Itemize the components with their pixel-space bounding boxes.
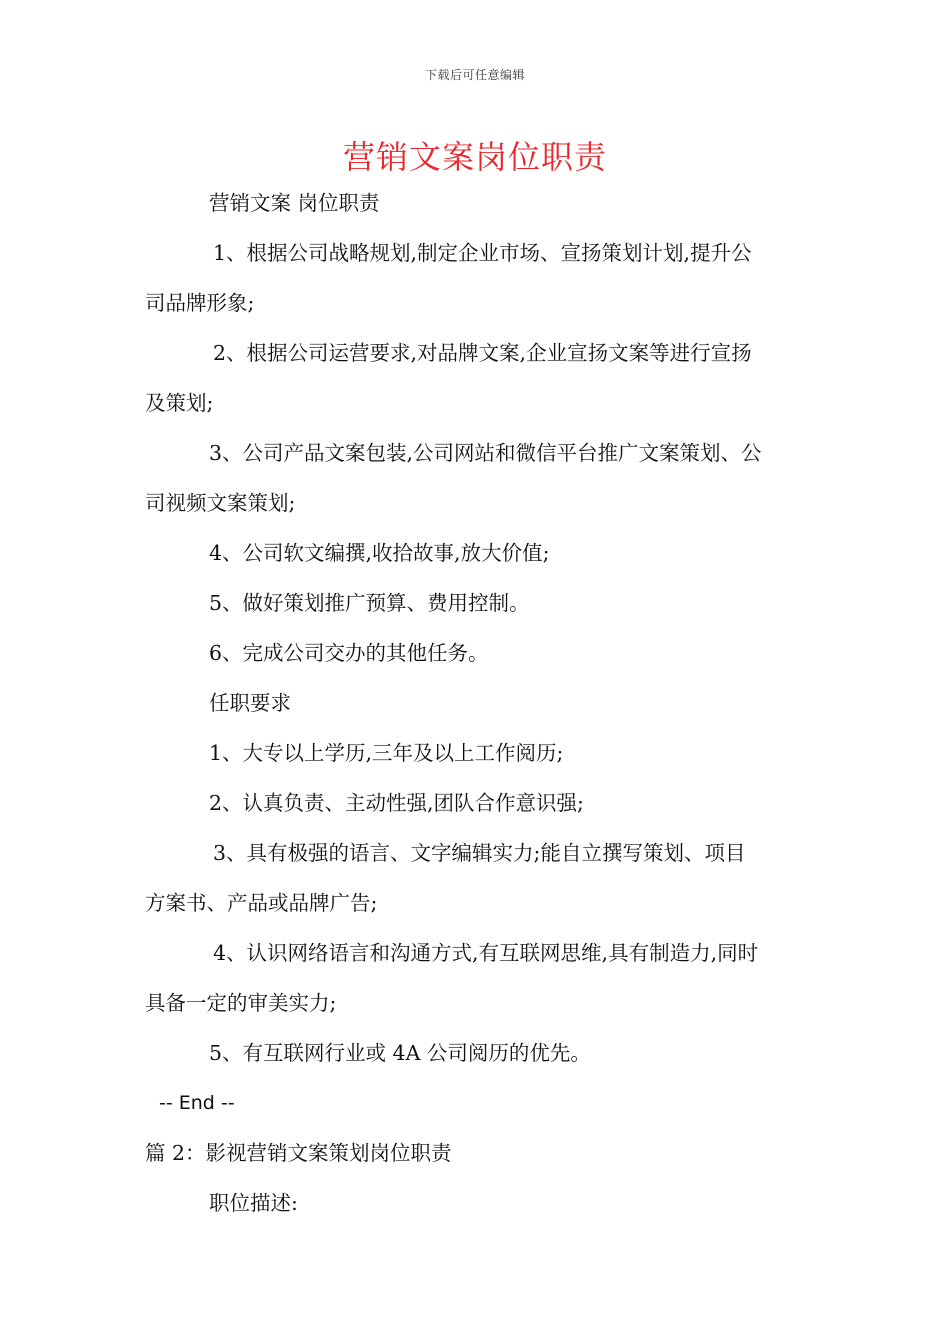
section-heading-duties: 营销文案 岗位职责: [209, 191, 380, 215]
requirement-item-4-line-1: 4、认识网络语言和沟通方式,有互联网思维,具有制造力,同时: [213, 941, 759, 965]
section-title-part-2: 篇 2：影视营销文案策划岗位职责: [145, 1141, 452, 1165]
duty-item-6: 6、完成公司交办的其他任务。: [209, 641, 489, 665]
requirement-item-5: 5、有互联网行业或 4A 公司阅历的优先。: [209, 1041, 591, 1065]
end-marker: -- End --: [159, 1092, 235, 1114]
duty-item-3-line-1: 3、公司产品文案包装,公司网站和微信平台推广文案策划、公: [209, 441, 762, 465]
duty-item-2-line-2: 及策划;: [145, 391, 214, 415]
duty-item-3-line-2: 司视频文案策划;: [145, 491, 296, 515]
duty-item-2-line-1: 2、根据公司运营要求,对品牌文案,企业宣扬文案等进行宣扬: [213, 341, 752, 365]
document-title: 营销文案岗位职责: [342, 138, 607, 176]
requirement-item-4-line-2: 具备一定的审美实力;: [145, 991, 337, 1015]
requirement-item-2: 2、认真负责、主动性强,团队合作意识强;: [209, 791, 584, 815]
header-note: 下载后可任意编辑: [424, 68, 525, 82]
duty-item-4: 4、公司软文编撰,收拾故事,放大价值;: [209, 541, 550, 565]
requirement-item-3-line-2: 方案书、产品或品牌广告;: [145, 891, 378, 915]
duty-item-1-line-2: 司品牌形象;: [145, 291, 255, 315]
section-heading-requirements: 任职要求: [209, 691, 291, 715]
document-body: [145, 178, 810, 1228]
requirement-item-3-line-1: 3、具有极强的语言、文字编辑实力;能自立撰写策划、项目: [213, 841, 746, 865]
duty-item-1-line-1: 1、根据公司战略规划,制定企业市场、宣扬策划计划,提升公: [213, 241, 752, 265]
section-heading-job-description: 职位描述:: [209, 1191, 298, 1215]
requirement-item-1: 1、大专以上学历,三年及以上工作阅历;: [209, 741, 564, 765]
duty-item-5: 5、做好策划推广预算、费用控制。: [209, 591, 530, 615]
